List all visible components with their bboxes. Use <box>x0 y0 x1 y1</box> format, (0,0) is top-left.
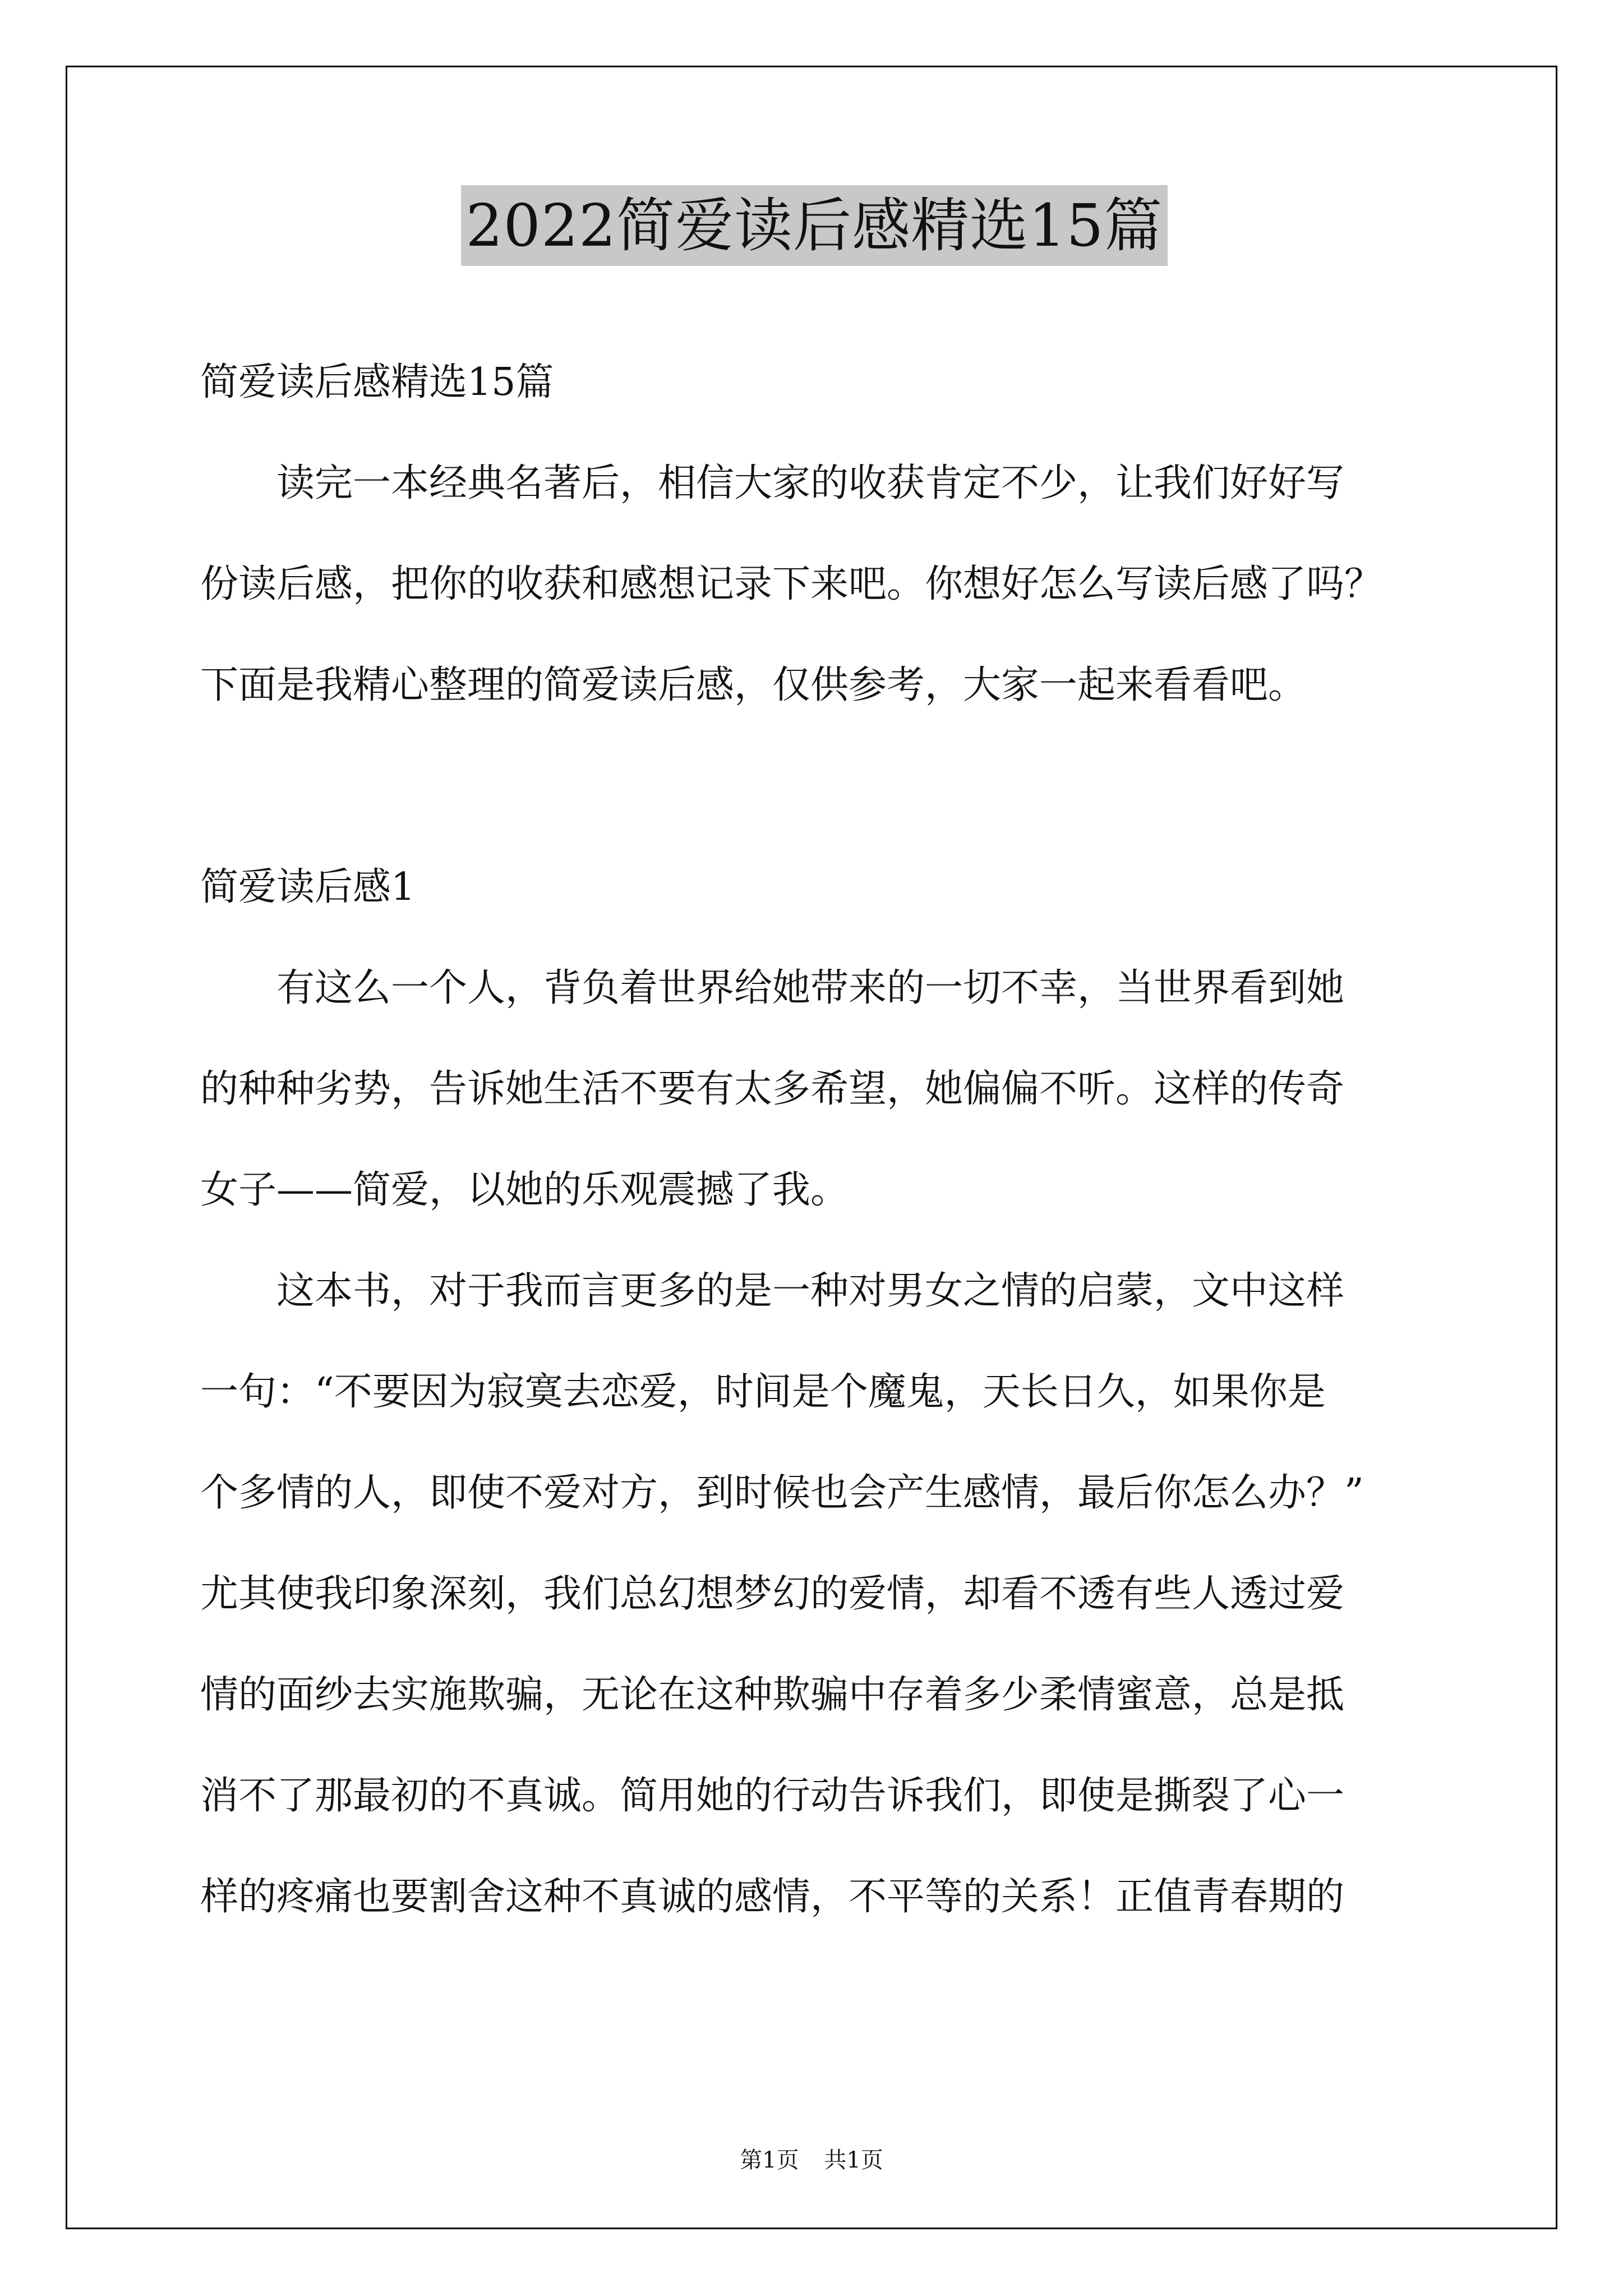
title-block <box>200 185 1428 266</box>
section1-paragraph-2 <box>200 1241 1428 1948</box>
intro-line: 下面是我精心整理的简爱读后感，仅供参考，大家一起来看看吧。 <box>200 663 1307 707</box>
spacer <box>200 736 1428 837</box>
paragraph-line: 女子——简爱，以她的乐观震撼了我。 <box>200 1168 849 1212</box>
paragraph-line: 有这么一个人，背负着世界给她带来的一切不幸，当世界看到她 <box>276 966 1345 1010</box>
page-number: 第1页 <box>740 2147 799 2173</box>
page-total: 共1页 <box>824 2147 883 2173</box>
paragraph-line: 一句：“不要因为寂寞去恋爱，时间是个魔鬼，天长日久，如果你是 <box>200 1370 1326 1414</box>
paragraph-line: 消不了那最初的不真诚。简用她的行动告诉我们，即使是撕裂了心一 <box>200 1774 1345 1818</box>
section1-paragraph-1 <box>200 938 1428 1241</box>
intro-line: 读完一本经典名著后，相信大家的收获肯定不少，让我们好好写 <box>276 461 1345 505</box>
section-heading: 简爱读后感1 <box>200 865 416 909</box>
intro-line: 份读后感，把你的收获和感想记录下来吧。你想好怎么写读后感了吗？ <box>200 562 1383 606</box>
document-body <box>200 185 1428 1948</box>
document-title: 2022简爱读后感精选15篇 <box>461 185 1167 266</box>
paragraph-line: 尤其使我印象深刻，我们总幻想梦幻的爱情，却看不透有些人透过爱 <box>200 1572 1345 1616</box>
intro-paragraph <box>200 433 1428 736</box>
paragraph-line: 情的面纱去实施欺骗，无论在这种欺骗中存着多少柔情蜜意，总是抵 <box>200 1673 1345 1717</box>
paragraph-line: 个多情的人，即使不爱对方，到时候也会产生感情，最后你怎么办？” <box>200 1471 1364 1515</box>
page-footer <box>0 2146 1623 2174</box>
paragraph-line: 的种种劣势，告诉她生活不要有太多希望，她偏偏不听。这样的传奇 <box>200 1067 1345 1111</box>
paragraph-line: 这本书，对于我而言更多的是一种对男女之情的启蒙，文中这样 <box>276 1269 1345 1313</box>
paragraph-line: 样的疼痛也要割舍这种不真诚的感情，不平等的关系！正值青春期的 <box>200 1875 1345 1919</box>
document-subtitle: 简爱读后感精选15篇 <box>200 360 554 404</box>
